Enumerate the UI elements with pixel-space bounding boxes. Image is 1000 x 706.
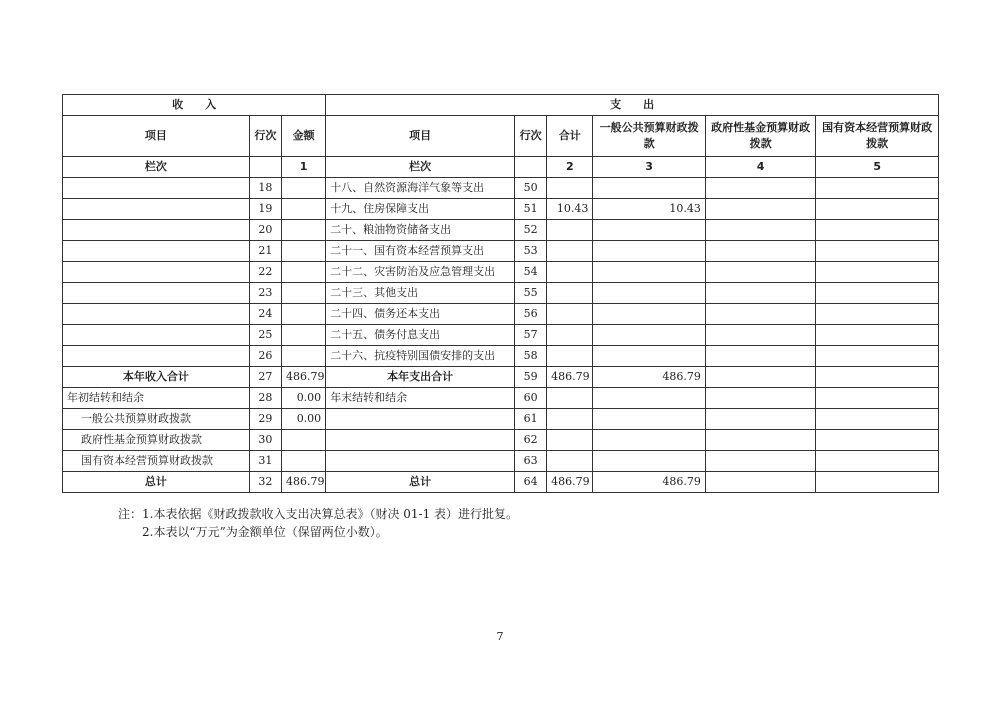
income-amount: 486.79 bbox=[281, 367, 325, 388]
total-amount bbox=[547, 304, 593, 325]
fund-amount bbox=[705, 178, 815, 199]
income-line: 30 bbox=[249, 430, 281, 451]
colnum-1: 1 bbox=[281, 157, 325, 178]
fund-amount bbox=[705, 472, 815, 493]
fund-amount bbox=[705, 409, 815, 430]
header-row-2 bbox=[63, 116, 939, 157]
note-line-1: 注：1.本表依据《财政拨款收入支出决算总表》（财决 01-1 表）进行批复。 bbox=[118, 507, 519, 521]
income-title: 收 入 bbox=[63, 95, 326, 116]
income-item bbox=[63, 262, 250, 283]
table-row bbox=[63, 178, 939, 199]
header-row-1 bbox=[63, 95, 939, 116]
income-item bbox=[63, 178, 250, 199]
income-item bbox=[63, 325, 250, 346]
table-row bbox=[63, 304, 939, 325]
income-amount bbox=[281, 178, 325, 199]
table-row bbox=[63, 409, 939, 430]
colnum-blank bbox=[249, 157, 281, 178]
income-amount bbox=[281, 241, 325, 262]
expense-line: 61 bbox=[515, 409, 547, 430]
income-line: 25 bbox=[249, 325, 281, 346]
fund-amount bbox=[705, 325, 815, 346]
income-line: 29 bbox=[249, 409, 281, 430]
col-total-header: 合计 bbox=[547, 116, 593, 157]
income-item bbox=[63, 304, 250, 325]
general-amount bbox=[593, 283, 706, 304]
expense-title: 支 出 bbox=[326, 95, 939, 116]
income-line: 18 bbox=[249, 178, 281, 199]
table-row bbox=[63, 325, 939, 346]
fund-amount bbox=[705, 388, 815, 409]
col-line-header: 行次 bbox=[249, 116, 281, 157]
colnum-row bbox=[63, 157, 939, 178]
income-item bbox=[63, 241, 250, 262]
fund-amount bbox=[705, 346, 815, 367]
income-item: 国有资本经营预算财政拨款 bbox=[63, 451, 250, 472]
table-row bbox=[63, 241, 939, 262]
income-item bbox=[63, 346, 250, 367]
income-line: 22 bbox=[249, 262, 281, 283]
col-state-header: 国有资本经营预算财政拨款 bbox=[816, 116, 939, 157]
expense-item: 二十六、抗疫特别国债安排的支出 bbox=[326, 346, 515, 367]
expense-item bbox=[326, 451, 515, 472]
income-amount bbox=[281, 304, 325, 325]
state-amount bbox=[816, 388, 939, 409]
colnum-2: 2 bbox=[547, 157, 593, 178]
expense-item: 十八、自然资源海洋气象等支出 bbox=[326, 178, 515, 199]
income-line: 28 bbox=[249, 388, 281, 409]
col-general-header: 一般公共预算财政拨款 bbox=[593, 116, 706, 157]
fund-amount bbox=[705, 220, 815, 241]
fund-amount bbox=[705, 199, 815, 220]
total-amount bbox=[547, 388, 593, 409]
budget-table bbox=[62, 94, 939, 493]
fund-amount bbox=[705, 262, 815, 283]
state-amount bbox=[816, 367, 939, 388]
fund-amount bbox=[705, 451, 815, 472]
expense-line: 52 bbox=[515, 220, 547, 241]
general-amount bbox=[593, 346, 706, 367]
total-amount: 10.43 bbox=[547, 199, 593, 220]
expense-item: 总计 bbox=[326, 472, 515, 493]
income-amount: 0.00 bbox=[281, 388, 325, 409]
total-amount bbox=[547, 283, 593, 304]
income-line: 19 bbox=[249, 199, 281, 220]
income-item: 年初结转和结余 bbox=[63, 388, 250, 409]
general-amount: 486.79 bbox=[593, 472, 706, 493]
income-amount bbox=[281, 451, 325, 472]
income-line: 24 bbox=[249, 304, 281, 325]
state-amount bbox=[816, 346, 939, 367]
col-line2-header: 行次 bbox=[515, 116, 547, 157]
state-amount bbox=[816, 409, 939, 430]
state-amount bbox=[816, 199, 939, 220]
colnum-blank2 bbox=[515, 157, 547, 178]
expense-item: 二十三、其他支出 bbox=[326, 283, 515, 304]
fund-amount bbox=[705, 283, 815, 304]
state-amount bbox=[816, 262, 939, 283]
expense-line: 57 bbox=[515, 325, 547, 346]
table-row bbox=[63, 430, 939, 451]
income-amount bbox=[281, 262, 325, 283]
expense-line: 60 bbox=[515, 388, 547, 409]
colnum-4: 4 bbox=[705, 157, 815, 178]
expense-line: 62 bbox=[515, 430, 547, 451]
colnum-label: 栏次 bbox=[63, 157, 250, 178]
table-row bbox=[63, 346, 939, 367]
income-amount bbox=[281, 346, 325, 367]
income-line: 27 bbox=[249, 367, 281, 388]
total-amount bbox=[547, 430, 593, 451]
table-row bbox=[63, 199, 939, 220]
general-amount bbox=[593, 178, 706, 199]
colnum-5: 5 bbox=[816, 157, 939, 178]
general-amount bbox=[593, 325, 706, 346]
total-amount bbox=[547, 262, 593, 283]
expense-item: 二十四、债务还本支出 bbox=[326, 304, 515, 325]
income-item: 政府性基金预算财政拨款 bbox=[63, 430, 250, 451]
colnum-label2: 栏次 bbox=[326, 157, 515, 178]
expense-line: 55 bbox=[515, 283, 547, 304]
fund-amount bbox=[705, 367, 815, 388]
page-number: 7 bbox=[496, 630, 504, 643]
state-amount bbox=[816, 304, 939, 325]
general-amount bbox=[593, 262, 706, 283]
fund-amount bbox=[705, 430, 815, 451]
income-amount bbox=[281, 325, 325, 346]
state-amount bbox=[816, 472, 939, 493]
income-item: 一般公共预算财政拨款 bbox=[63, 409, 250, 430]
income-item bbox=[63, 283, 250, 304]
expense-line: 53 bbox=[515, 241, 547, 262]
total-amount bbox=[547, 451, 593, 472]
expense-item: 年末结转和结余 bbox=[326, 388, 515, 409]
state-amount bbox=[816, 241, 939, 262]
income-amount: 0.00 bbox=[281, 409, 325, 430]
state-amount bbox=[816, 220, 939, 241]
income-line: 21 bbox=[249, 241, 281, 262]
total-amount bbox=[547, 325, 593, 346]
income-line: 31 bbox=[249, 451, 281, 472]
income-line: 20 bbox=[249, 220, 281, 241]
total-amount: 486.79 bbox=[547, 367, 593, 388]
note-line-2: 2.本表以“万元”为金额单位（保留两位小数）。 bbox=[142, 525, 388, 539]
income-line: 23 bbox=[249, 283, 281, 304]
table-row-grand-total bbox=[63, 472, 939, 493]
income-amount bbox=[281, 220, 325, 241]
general-amount bbox=[593, 241, 706, 262]
table-row bbox=[63, 388, 939, 409]
state-amount bbox=[816, 451, 939, 472]
table-row bbox=[63, 283, 939, 304]
general-amount bbox=[593, 220, 706, 241]
income-line: 26 bbox=[249, 346, 281, 367]
income-item: 总计 bbox=[63, 472, 250, 493]
income-item: 本年收入合计 bbox=[63, 367, 250, 388]
total-amount bbox=[547, 409, 593, 430]
table-row bbox=[63, 262, 939, 283]
income-amount: 486.79 bbox=[281, 472, 325, 493]
col-item2-header: 项目 bbox=[326, 116, 515, 157]
expense-line: 54 bbox=[515, 262, 547, 283]
general-amount: 10.43 bbox=[593, 199, 706, 220]
income-amount bbox=[281, 430, 325, 451]
expense-item: 二十二、灾害防治及应急管理支出 bbox=[326, 262, 515, 283]
expense-item bbox=[326, 409, 515, 430]
state-amount bbox=[816, 283, 939, 304]
income-item bbox=[63, 199, 250, 220]
state-amount bbox=[816, 178, 939, 199]
col-item-header: 项目 bbox=[63, 116, 250, 157]
expense-line: 51 bbox=[515, 199, 547, 220]
expense-item: 十九、住房保障支出 bbox=[326, 199, 515, 220]
state-amount bbox=[816, 325, 939, 346]
total-amount bbox=[547, 346, 593, 367]
table-row bbox=[63, 220, 939, 241]
expense-line: 64 bbox=[515, 472, 547, 493]
table-row-annual-total bbox=[63, 367, 939, 388]
income-line: 32 bbox=[249, 472, 281, 493]
expense-item: 本年支出合计 bbox=[326, 367, 515, 388]
expense-item: 二十、粮油物资储备支出 bbox=[326, 220, 515, 241]
table-row bbox=[63, 451, 939, 472]
income-amount bbox=[281, 199, 325, 220]
expense-line: 56 bbox=[515, 304, 547, 325]
expense-line: 63 bbox=[515, 451, 547, 472]
expense-item bbox=[326, 430, 515, 451]
general-amount: 486.79 bbox=[593, 367, 706, 388]
expense-item: 二十一、国有资本经营预算支出 bbox=[326, 241, 515, 262]
fund-amount bbox=[705, 241, 815, 262]
income-item bbox=[63, 220, 250, 241]
expense-line: 58 bbox=[515, 346, 547, 367]
colnum-3: 3 bbox=[593, 157, 706, 178]
general-amount bbox=[593, 451, 706, 472]
income-amount bbox=[281, 283, 325, 304]
col-fund-header: 政府性基金预算财政拨款 bbox=[705, 116, 815, 157]
total-amount bbox=[547, 241, 593, 262]
expense-line: 50 bbox=[515, 178, 547, 199]
expense-line: 59 bbox=[515, 367, 547, 388]
table-notes bbox=[118, 505, 518, 541]
expense-item: 二十五、债务付息支出 bbox=[326, 325, 515, 346]
state-amount bbox=[816, 430, 939, 451]
general-amount bbox=[593, 388, 706, 409]
total-amount: 486.79 bbox=[547, 472, 593, 493]
general-amount bbox=[593, 430, 706, 451]
general-amount bbox=[593, 409, 706, 430]
general-amount bbox=[593, 304, 706, 325]
fund-amount bbox=[705, 304, 815, 325]
total-amount bbox=[547, 178, 593, 199]
col-amount-header: 金额 bbox=[281, 116, 325, 157]
total-amount bbox=[547, 220, 593, 241]
